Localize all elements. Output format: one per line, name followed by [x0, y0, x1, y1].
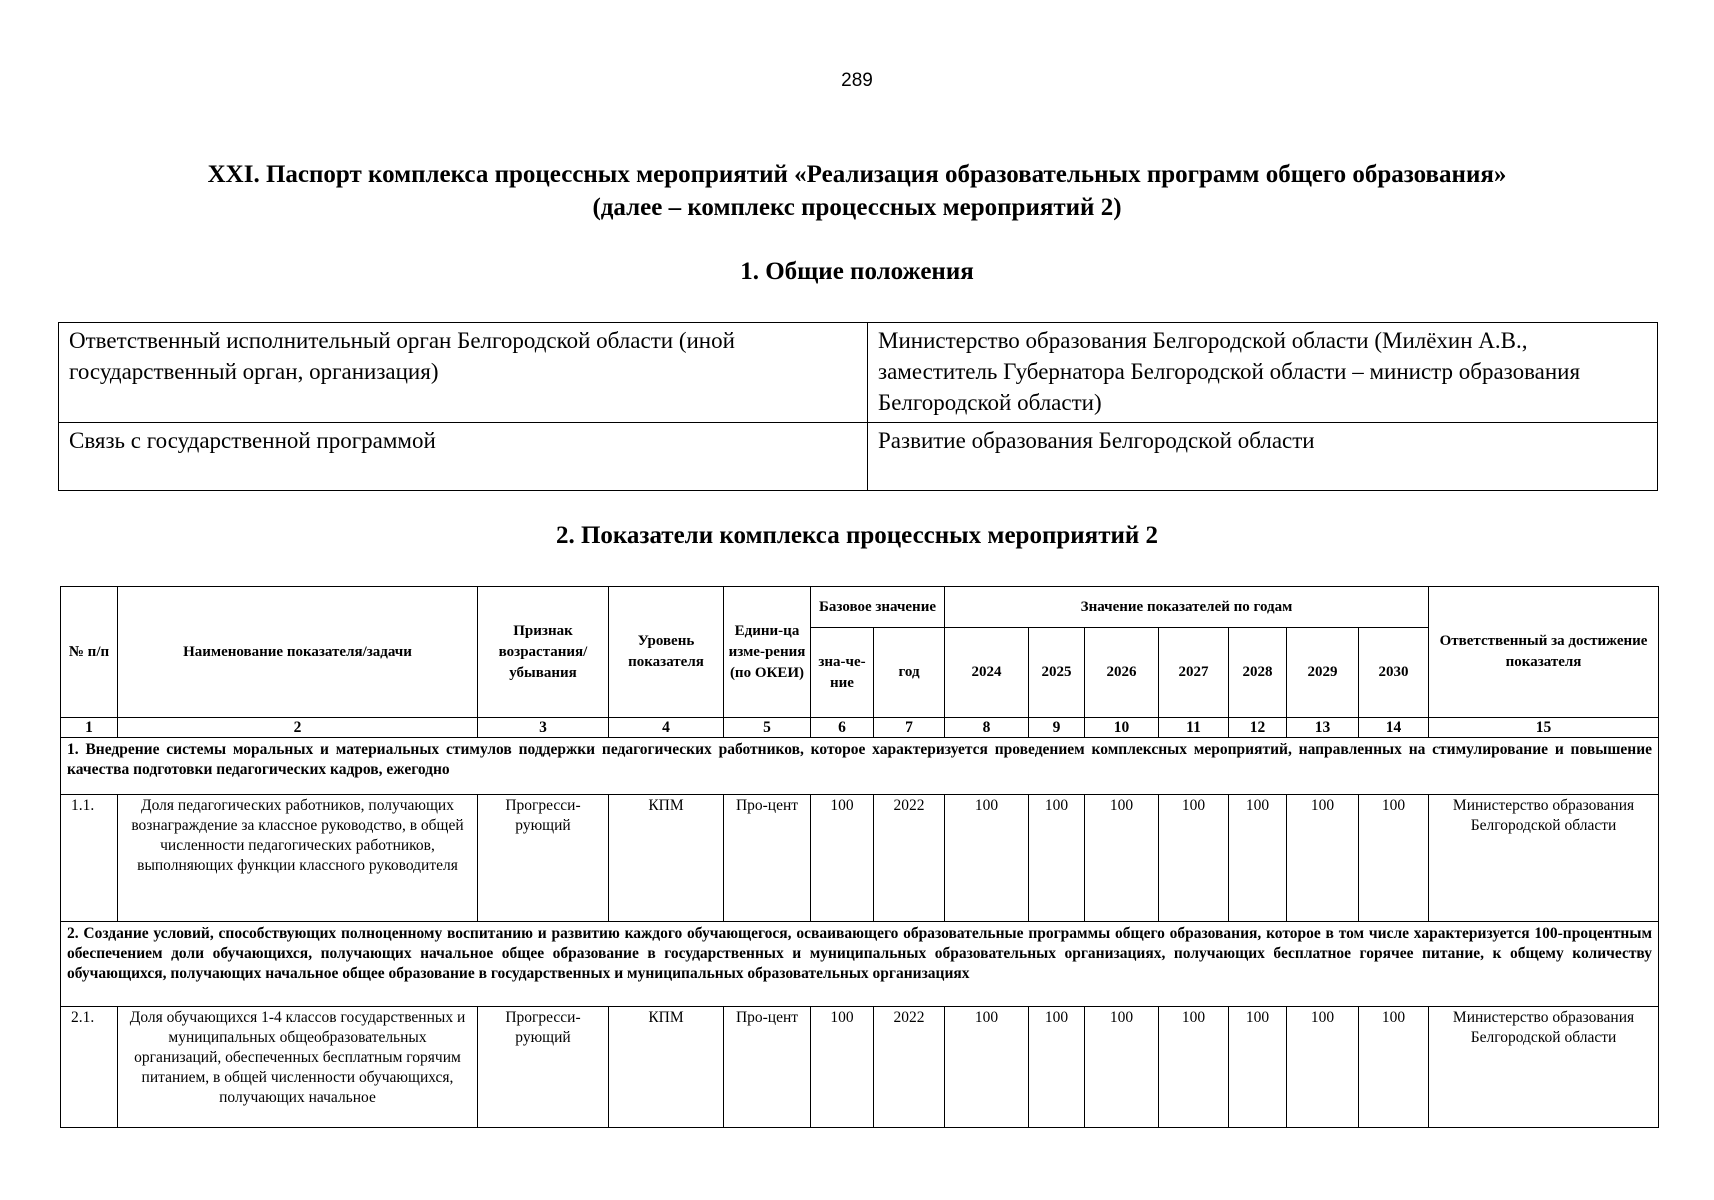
section-2-title: 2. Создание условий, способствующих полноценному воспитанию и развитию каждого обучающегося, осваивающего образовательные программы общего образования, которое в том числе характеризуется 100-процентным обеспечением доли обучающихся, получающих начальное общее образование в государственных и муниципальных образовательных организациях, получающих бесплатное горячее питание, к общему количеству обучающихся, получающих начальное общее образование в государственных и муниципальных образовательных организациях — [61, 922, 1659, 1007]
program-link-value: Развитие образования Белгородской области — [868, 423, 1658, 491]
row-base-value: 100 — [811, 1007, 874, 1128]
table-row — [61, 795, 1659, 922]
column-number: 6 — [811, 718, 874, 738]
column-number: 12 — [1229, 718, 1287, 738]
row-value-2024: 100 — [945, 795, 1029, 922]
column-number: 11 — [1159, 718, 1229, 738]
header-base-year: год — [874, 628, 945, 718]
row-value-2026: 100 — [1085, 1007, 1159, 1128]
row-level: КПМ — [609, 795, 724, 922]
row-value-2024: 100 — [945, 1007, 1029, 1128]
row-value-2026: 100 — [1085, 795, 1159, 922]
row-value-2030: 100 — [1359, 795, 1429, 922]
row-sign: Прогресси-рующий — [478, 795, 609, 922]
page-number: 289 — [841, 70, 873, 91]
column-number-row — [61, 718, 1659, 738]
row-level: КПМ — [609, 1007, 724, 1128]
section-row — [61, 922, 1659, 1007]
section-row — [61, 738, 1659, 795]
column-number: 10 — [1085, 718, 1159, 738]
row-base-year: 2022 — [874, 795, 945, 922]
header-year-2024: 2024 — [945, 628, 1029, 718]
header-row — [61, 587, 1659, 628]
row-value-2028: 100 — [1229, 1007, 1287, 1128]
column-number: 7 — [874, 718, 945, 738]
row-value-2029: 100 — [1287, 1007, 1359, 1128]
header-unit: Едини-ца изме-рения (по ОКЕИ) — [724, 587, 811, 718]
row-base-year: 2022 — [874, 1007, 945, 1128]
row-value-2025: 100 — [1029, 1007, 1085, 1128]
header-responsible: Ответственный за достижение показателя — [1429, 587, 1659, 718]
document-title — [0, 158, 1714, 224]
row-value-2027: 100 — [1159, 795, 1229, 922]
table-row — [59, 323, 1658, 423]
row-no: 1.1. — [61, 795, 118, 922]
header-year-2030: 2030 — [1359, 628, 1429, 718]
column-number: 14 — [1359, 718, 1429, 738]
general-provisions-table — [58, 322, 1658, 491]
column-number: 15 — [1429, 718, 1659, 738]
row-unit: Про-цент — [724, 1007, 811, 1128]
column-number: 1 — [61, 718, 118, 738]
header-level: Уровень показателя — [609, 587, 724, 718]
row-base-value: 100 — [811, 795, 874, 922]
column-number: 3 — [478, 718, 609, 738]
column-number: 8 — [945, 718, 1029, 738]
table-row — [61, 1007, 1659, 1128]
table-row — [59, 423, 1658, 491]
column-number: 4 — [609, 718, 724, 738]
header-year-2027: 2027 — [1159, 628, 1229, 718]
row-responsible: Министерство образования Белгородской области — [1429, 1007, 1659, 1128]
row-sign: Прогресси-рующий — [478, 1007, 609, 1128]
row-value-2029: 100 — [1287, 795, 1359, 922]
header-name: Наименование показателя/задачи — [118, 587, 478, 718]
row-value-2028: 100 — [1229, 795, 1287, 922]
header-no: № п/п — [61, 587, 118, 718]
title-line-2: (далее – комплекс процессных мероприятий 2) — [592, 194, 1122, 221]
responsible-value: Министерство образования Белгородской области (Милёхин А.В., заместитель Губернатора Белгородской области – министр образования Белгородской области) — [868, 323, 1658, 423]
general-provisions-heading: 1. Общие положения — [740, 258, 974, 285]
indicators-table — [60, 586, 1659, 1128]
column-number: 2 — [118, 718, 478, 738]
header-year-2025: 2025 — [1029, 628, 1085, 718]
header-base: Базовое значение — [811, 587, 945, 628]
row-no: 2.1. — [61, 1007, 118, 1128]
title-line-1: XXI. Паспорт комплекса процессных мероприятий «Реализация образовательных программ общего образования» — [207, 161, 1507, 188]
section-1-title: 1. Внедрение системы моральных и материальных стимулов поддержки педагогических работников, которое характеризуется проведением комплексных мероприятий, направленных на стимулирование и повышение качества подготовки педагогических кадров, ежегодно — [61, 738, 1659, 795]
header-year-2026: 2026 — [1085, 628, 1159, 718]
header-year-2029: 2029 — [1287, 628, 1359, 718]
row-name: Доля обучающихся 1-4 классов государственных и муниципальных общеобразовательных организаций, обеспеченных бесплатным горячим питанием, в общей численности обучающихся, получающих начальное — [118, 1007, 478, 1128]
header-year-2028: 2028 — [1229, 628, 1287, 718]
row-responsible: Министерство образования Белгородской области — [1429, 795, 1659, 922]
column-number: 5 — [724, 718, 811, 738]
header-values-by-year: Значение показателей по годам — [945, 587, 1429, 628]
row-value-2030: 100 — [1359, 1007, 1429, 1128]
header-sign: Признак возрастания/ убывания — [478, 587, 609, 718]
row-unit: Про-цент — [724, 795, 811, 922]
indicators-heading: 2. Показатели комплекса процессных мероприятий 2 — [555, 522, 1159, 549]
header-base-value: зна-че-ние — [811, 628, 874, 718]
responsible-label: Ответственный исполнительный орган Белгородской области (иной государственный орган, организация) — [59, 323, 868, 423]
column-number: 9 — [1029, 718, 1085, 738]
row-name: Доля педагогических работников, получающих вознаграждение за классное руководство, в общей численности педагогических работников, выполняющих функции классного руководителя — [118, 795, 478, 922]
row-value-2027: 100 — [1159, 1007, 1229, 1128]
row-value-2025: 100 — [1029, 795, 1085, 922]
program-link-label: Связь с государственной программой — [59, 423, 868, 491]
column-number: 13 — [1287, 718, 1359, 738]
